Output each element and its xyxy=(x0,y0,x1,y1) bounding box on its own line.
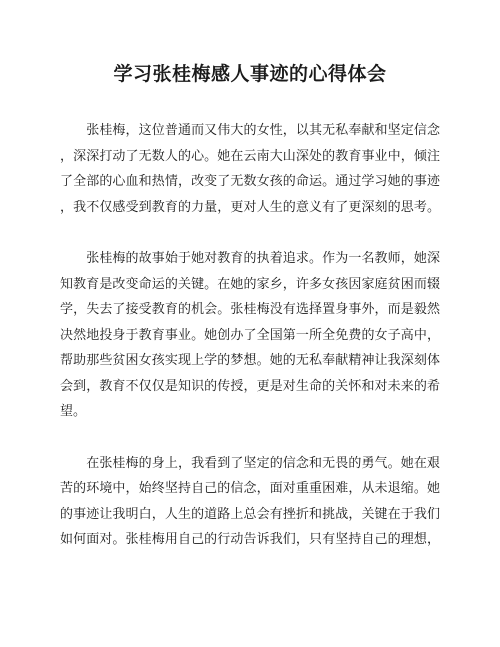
paragraph-1 xyxy=(60,118,440,220)
paragraph-line: 的事迹让我明白，人生的道路上总会有挫折和挑战，关键在于我们 xyxy=(60,506,440,522)
document-body xyxy=(60,118,440,579)
paragraph-line: ，我不仅感受到教育的力量，更对人生的意义有了更深刻的思考。 xyxy=(60,199,440,215)
paragraph-3 xyxy=(60,451,440,553)
paragraph-line: 学，失去了接受教育的机会。张桂梅没有选择置身事外，而是毅然 xyxy=(60,302,440,317)
paragraph-line: 帮助那些贫困女孩实现上学的梦想。她的无私奉献精神让我深刻体 xyxy=(60,353,440,368)
paragraph-2 xyxy=(60,246,440,425)
paragraph-line: 了全部的心血和热情，改变了无数女孩的命运。通过学习她的事迹 xyxy=(60,174,440,189)
paragraph-line: ，深深打动了无数人的心。她在云南大山深处的教育事业中，倾注 xyxy=(60,148,440,164)
paragraph-line: 在张桂梅的身上，我看到了坚定的信念和无畏的勇气。她在艰 xyxy=(60,455,440,471)
document-title: 学习张桂梅感人事迹的心得体会 xyxy=(113,63,387,85)
paragraph-line: 如何面对。张桂梅用自己的行动告诉我们，只有坚持自己的理想， xyxy=(60,532,440,547)
paragraph-line: 知教育是改变命运的关键。在她的家乡，许多女孩因家庭贫困而辍 xyxy=(60,276,440,292)
paragraph-line: 会到，教育不仅仅是知识的传授，更是对生命的关怀和对未来的希 xyxy=(60,378,440,394)
paragraph-line: 决然地投身于教育事业。她创办了全国第一所全免费的女子高中， xyxy=(60,327,440,343)
paragraph-line: 望。 xyxy=(60,404,87,419)
paragraph-line: 张桂梅，这位普通而又伟大的女性，以其无私奉献和坚定信念 xyxy=(60,123,440,138)
paragraph-line: 张桂梅的故事始于她对教育的执着追求。作为一名教师，她深 xyxy=(60,251,440,266)
paragraph-line: 苦的环境中，始终坚持自己的信念，面对重重困难，从未退缩。她 xyxy=(60,481,440,496)
